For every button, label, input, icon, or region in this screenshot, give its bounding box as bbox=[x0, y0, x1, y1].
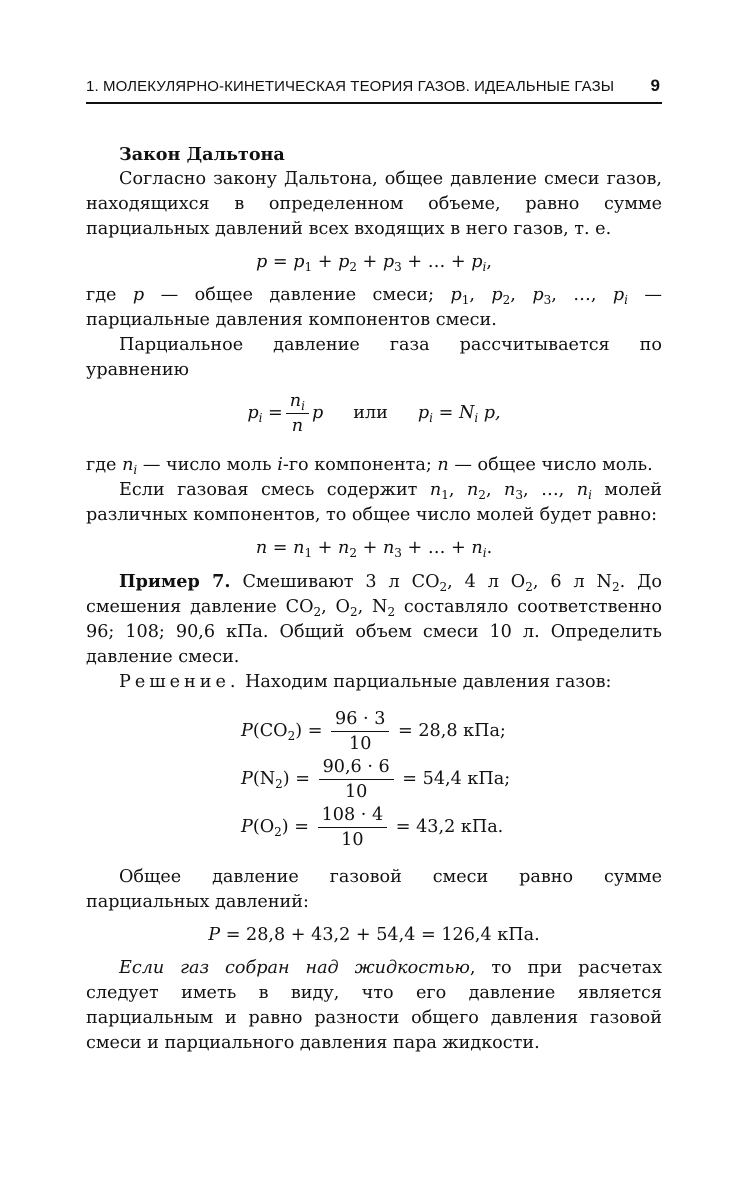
equation-total-pressure: $p = p_1 + p_2 + p_3$ + … + $p_i$, bbox=[256, 252, 492, 274]
chapter-title: 1. МОЛЕКУЛЯРНО-КИНЕТИЧЕСКАЯ ТЕОРИЯ ГАЗОВ. ИДЕАЛЬНЫЕ ГАЗЫ bbox=[86, 78, 615, 95]
equation-total-result: P = 28,8 + 43,2 + 54,4 = 126,4 кПа. bbox=[208, 925, 540, 945]
paragraph-where-ni: где $n_i$ — число моль i-го компонента; n — общее число моль. bbox=[86, 455, 653, 477]
fraction-ni-over-n: $\frac{n_i}{n}$ bbox=[286, 389, 309, 438]
paragraph-dalton-law: Согласно закону Дальтона, общее давление смеси газов, находящихся в определенном объеме, равно сумме парциальных давлений всех входящих в него газов, т. е. bbox=[86, 169, 662, 239]
page-number: 9 bbox=[650, 76, 660, 95]
example-problem: Пример 7. Смешивают 3 л $CO_2$, 4 л $O_2$, 6 л $N_2$. До смешения давление $CO_2$, $O_2$, $N_2$ составляло соответственно 96; 108; 90,6 кПа. Общий объем смеси 10 л. Определить давление смеси. bbox=[86, 571, 662, 667]
page-body bbox=[86, 142, 662, 1056]
fraction-o2: $\frac{108 \cdot 4}{10}$ bbox=[318, 803, 388, 852]
partial-pressure-calculations bbox=[86, 707, 662, 851]
fraction-co2: $\frac{96 \cdot 3}{10}$ bbox=[331, 707, 389, 756]
equation-partial-pressure: $p_i$ = $\frac{n_i}{n}$ p или $p_i = N_i$ p, bbox=[247, 391, 501, 436]
calc-row-n2: $P(N_2)$ = $\frac{90,6 \cdot 6}{10}$ = 54,4 кПа; bbox=[241, 757, 511, 802]
solution-intro: Решение. Находим парциальные давления газов: bbox=[119, 672, 612, 692]
equation-total-moles: $n = n_1 + n_2 + n_3$ + … + $n_i$. bbox=[255, 538, 493, 560]
paragraph-over-liquid: Если газ собран над жидкостью, то при расчетах следует иметь в виду, что его давление является парциальным и равно разности общего давления газовой смеси и парциального давления пара жидкости. bbox=[86, 958, 662, 1053]
running-header bbox=[86, 74, 662, 104]
calc-row-o2: $P(O_2)$ = $\frac{108 \cdot 4}{10}$ = 43,2 кПа. bbox=[241, 805, 504, 850]
section-heading: Закон Дальтона bbox=[119, 144, 285, 165]
paragraph-total-sum: Общее давление газовой смеси равно сумме парциальных давлений: bbox=[86, 867, 662, 912]
calc-row-co2: $P(CO_2)$ = $\frac{96 \cdot 3}{10}$ = 28,8 кПа; bbox=[241, 709, 506, 754]
paragraph-where-p: где p — общее давление смеси; $p_1$, $p_2$, $p_3$, …, $p_i$ — парциальные давления компонентов смеси. bbox=[86, 285, 663, 330]
paragraph-total-moles: Если газовая смесь содержит $n_1$, $n_2$, $n_3$, …, $n_i$ молей различных компонентов, то общее число молей будет равно: bbox=[86, 480, 663, 525]
paragraph-partial-pressure: Парциальное давление газа рассчитывается по уравнению bbox=[86, 335, 662, 380]
fraction-n2: $\frac{90,6 \cdot 6}{10}$ bbox=[319, 755, 394, 804]
